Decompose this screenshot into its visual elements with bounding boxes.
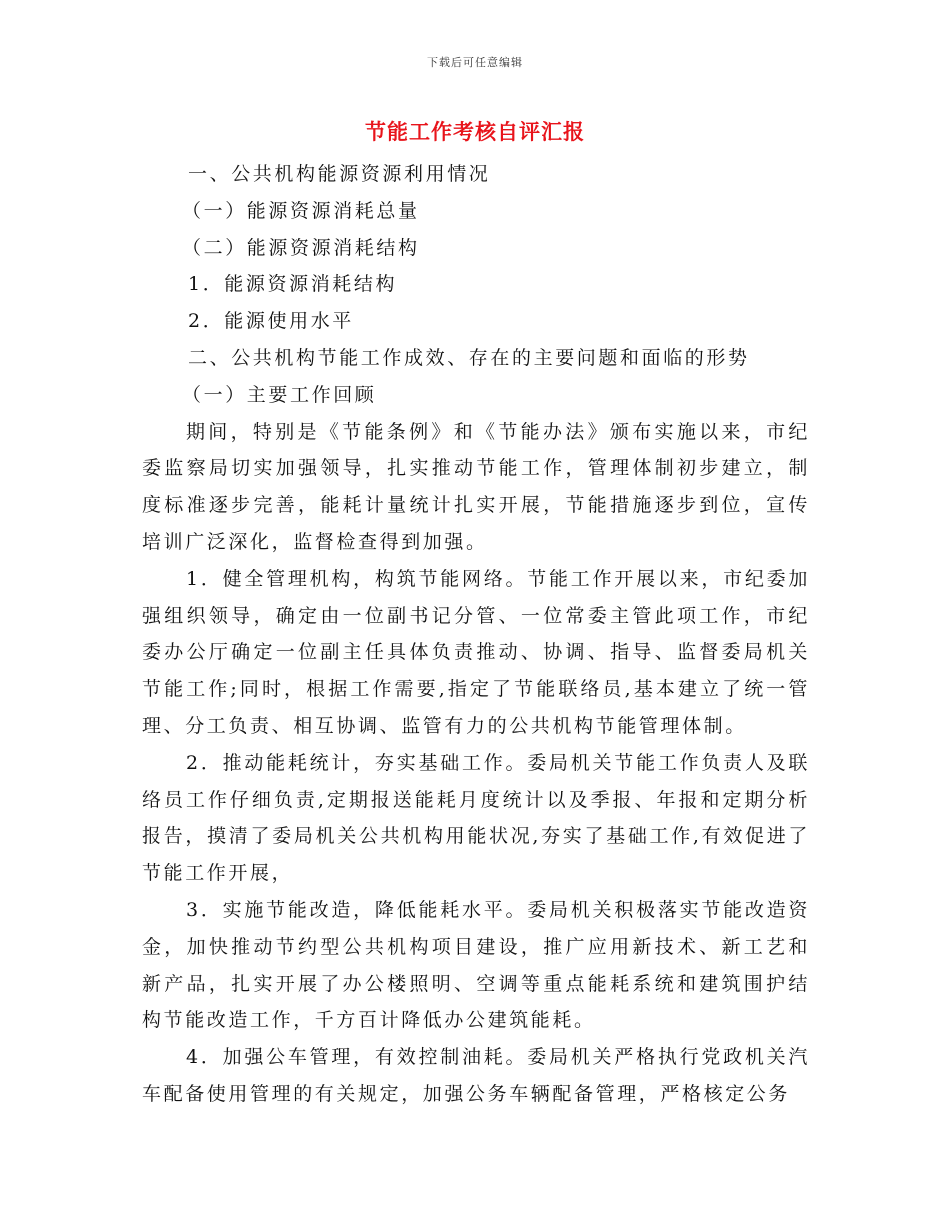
document-title: 节能工作考核自评汇报 — [365, 119, 585, 144]
subsection-heading: （一）主要工作回顾 — [182, 383, 377, 406]
body-paragraph: 2．推动能耗统计，夯实基础工作。委局机关节能工作负责人及联络员工作仔细负责,定期报送能耗月度统计以及季报、年报和定期分析报告，摸清了委局机关公共机构用能状况,夯实了基础工作,有效促进了节能工作开展， — [142, 751, 810, 885]
numbered-heading: 2．能源使用水平 — [188, 310, 354, 333]
body-paragraph: 1．健全管理机构，构筑节能网络。节能工作开展以来，市纪委加强组织领导，确定由一位副书记分管、一位常委主管此项工作，市纪委办公厅确定一位副主任具体负责推动、协调、指导、监督委局机关节能工作;同时，根据工作需要,指定了节能联络员,基本建立了统一管理、分工负责、相互协调、监管有力的公共机构节能管理体制。 — [142, 567, 810, 737]
body-paragraph: 4．加强公车管理，有效控制油耗。委局机关严格执行党政机关汽车配备使用管理的有关规定，加强公务车辆配备管理，严格核定公务 — [142, 1046, 810, 1105]
document-body — [142, 156, 810, 1113]
body-paragraph: 3．实施节能改造，降低能耗水平。委局机关积极落实节能改造资金，加快推动节约型公共机构项目建设，推广应用新技术、新工艺和新产品，扎实开展了办公楼照明、空调等重点能耗系统和建筑围护结构节能改造工作，千方百计降低办公建筑能耗。 — [142, 898, 810, 1032]
section-heading: 二、公共机构节能工作成效、存在的主要问题和面临的形势 — [188, 346, 750, 369]
header-note: 下载后可任意编辑 — [427, 56, 523, 69]
subsection-heading: （二）能源资源消耗结构 — [182, 236, 420, 259]
section-heading: 一、公共机构能源资源利用情况 — [188, 163, 491, 185]
body-paragraph: 期间，特别是《节能条例》和《节能办法》颁布实施以来，市纪委监察局切实加强领导，扎实推动节能工作，管理体制初步建立，制度标准逐步完善，能耗计量统计扎实开展，节能措施逐步到位，宣传培训广泛深化，监督检查得到加强。 — [142, 420, 810, 553]
subsection-heading: （一）能源资源消耗总量 — [182, 199, 420, 222]
numbered-heading: 1．能源资源消耗结构 — [188, 273, 398, 296]
